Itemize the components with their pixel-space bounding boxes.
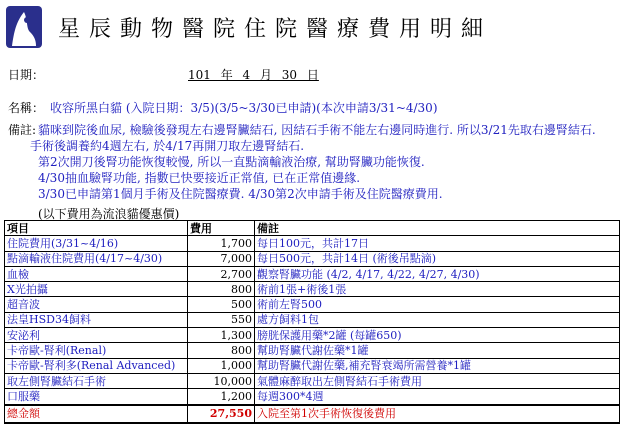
row-fee: 1,000 [188,358,255,373]
row-note: 每週300*4週 [255,389,620,405]
row-item: 住院費用(3/31~4/16) [5,236,188,251]
page-title: 星辰動物醫院住院醫療費用明細 [58,17,493,42]
row-item: 卡帝歐-腎利(Renal) [5,343,188,358]
total-note: 入院至第1次手術恢復後費用 [255,405,620,423]
row-note: 觀察腎臟功能 (4/2, 4/17, 4/22, 4/27, 4/30) [255,266,620,281]
fee-table [4,220,620,424]
row-item: X光拍攝 [5,282,188,297]
notes-line: 3/30已申請第1個月手術及住院醫療費. 4/30第2次申請手術及住院醫療費用. [38,187,443,201]
row-fee: 7,000 [188,251,255,266]
row-fee: 800 [188,343,255,358]
table-row [5,236,620,251]
table-row [5,312,620,327]
row-item: 點滴輸液住院費用(4/17~4/30) [5,251,188,266]
name-value: 收容所黑白貓 (入院日期：3/5)(3/5~3/30已申請)(本次申請3/31~4/30) [50,101,438,115]
row-fee: 1,200 [188,389,255,405]
total-row [5,405,620,423]
row-item: 安泌利 [5,328,188,343]
notes-line: 手術後調養約4週左右, 於4/17再開刀取左邊腎結石. [30,139,305,153]
table-row [5,328,620,343]
notes-label: 備註: [8,123,37,137]
row-item: 超音波 [5,297,188,312]
table-row [5,251,620,266]
row-note: 每日500元，共計14日 (術後吊點滴) [255,251,620,266]
table-row [5,373,620,388]
notes-line: 第2次開刀後腎功能恢復較慢, 所以一直點滴輸液治療, 幫助腎臟功能恢復. [38,155,425,169]
table-row [5,266,620,281]
row-item: 法皇HSD34飼料 [5,312,188,327]
row-item: 取左側腎臟結石手術 [5,373,188,388]
total-label: 總金額 [5,405,188,423]
row-item: 卡帝歐-腎利多(Renal Advanced) [5,358,188,373]
row-note: 幫助腎臟代謝佐藥,補充腎衰竭所需營養*1罐 [255,358,620,373]
row-note: 處方飼料1包 [255,312,620,327]
row-fee: 800 [188,282,255,297]
row-note: 幫助腎臟代謝佐藥*1罐 [255,343,620,358]
row-note: 術前左腎500 [255,297,620,312]
row-note: 氣體麻醉取出左側腎結石手術費用 [255,373,620,388]
row-fee: 10,000 [188,373,255,388]
row-fee: 1,700 [188,236,255,251]
table-row [5,358,620,373]
header-fee: 費用 [188,221,255,236]
row-note: 每日100元，共計17日 [255,236,620,251]
header-note: 備註 [255,221,620,236]
row-fee: 550 [188,312,255,327]
row-fee: 500 [188,297,255,312]
table-row [5,297,620,312]
header-item: 項目 [5,221,188,236]
date-value: 101 年 4 月 30 日 [188,68,319,82]
table-row [5,389,620,405]
row-fee: 1,300 [188,328,255,343]
row-item: 口服藥 [5,389,188,405]
discount-subheading: (以下費用為流浪貓優惠價) [38,207,180,221]
table-row [5,343,620,358]
notes-line: 4/30抽血驗腎功能, 指數已快要接近正常值, 已在正常值邊緣. [38,171,361,185]
row-item: 血檢 [5,266,188,281]
name-label: 名稱： [8,101,45,115]
row-note: 膀胱保護用藥*2罐 (每罐650) [255,328,620,343]
notes-line: 貓咪到院後血尿, 檢驗後發現左右邊腎臟結石, 因結石手術不能左右邊同時進行. 所以3/21先取右邊腎結石. [38,123,596,137]
total-fee: 27,550 [188,405,255,423]
row-fee: 2,700 [188,266,255,281]
table-row [5,282,620,297]
table-header-row [5,221,620,236]
name-row [8,99,438,116]
date-label: 日期： [8,68,45,82]
hospital-logo-icon [6,6,42,48]
row-note: 術前1張+術後1張 [255,282,620,297]
